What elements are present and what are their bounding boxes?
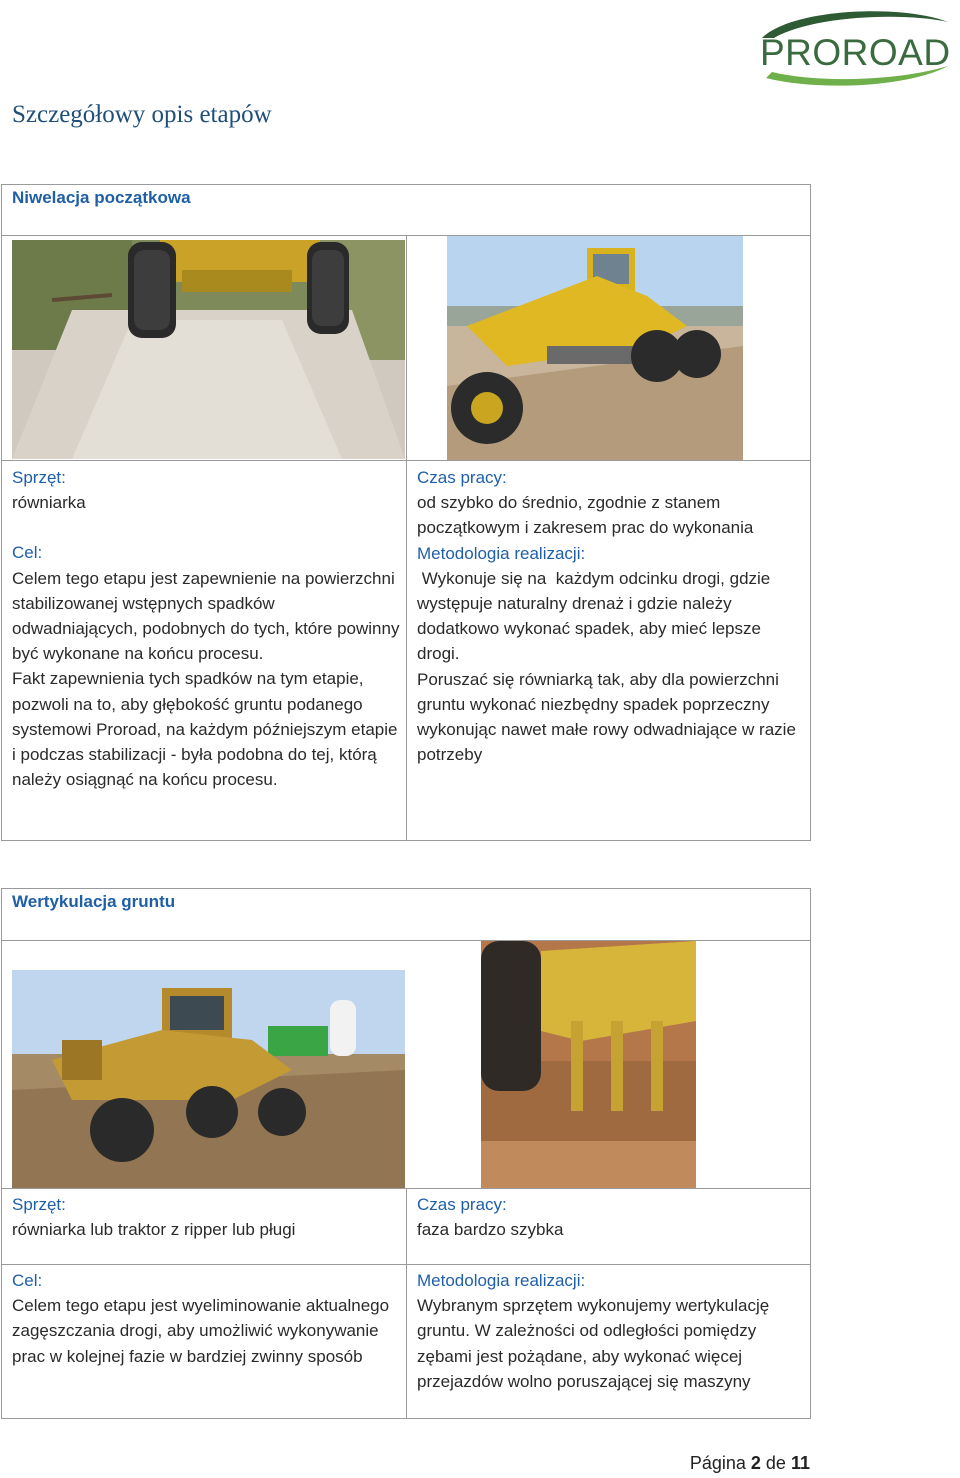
- cat-grader-photo: [12, 970, 405, 1188]
- niwelacja-left-text: [12, 465, 400, 792]
- section-niwelacja: [1, 184, 811, 841]
- goal-text: Celem tego etapu jest wyeliminowanie aktualnego zagęszczania drogi, aby umożliwić wykonywanie prac w kolejnej fazie w bardziej zwinny sposób: [12, 1296, 390, 1366]
- footer-middle: de: [765, 1453, 786, 1473]
- equipment-value: równiarka: [12, 493, 86, 513]
- section-title: Niwelacja początkowa: [12, 188, 191, 207]
- page-footer: [690, 1453, 810, 1474]
- section-title: Wertykulacja gruntu: [12, 892, 176, 911]
- method-text: Poruszać się równiarką tak, aby dla powierzchni gruntu wykonać niezbędny spadek poprzeczny wykonując nawet małe rowy odwadniające w razie potrzeby: [417, 669, 796, 765]
- footer-total-pages: 11: [790, 1453, 810, 1473]
- work-time-value: od szybko do średnio, zgodnie z stanem początkowym i zakresem prac do wykonania: [417, 493, 754, 538]
- wertykulacja-left-goal: [12, 1268, 400, 1369]
- divider: [406, 1188, 407, 1419]
- wertykulacja-right-text: [417, 1192, 801, 1242]
- ripper-teeth-photo: [481, 941, 696, 1188]
- equipment-label: Sprzęt:: [12, 468, 66, 487]
- footer-prefix: Página: [689, 1453, 746, 1473]
- equipment-label: Sprzęt:: [12, 1195, 66, 1214]
- yellow-grader-photo: [447, 236, 743, 460]
- goal-text: Celem tego etapu jest zapewnienie na powierzchni stabilizowanej wstępnych spadków odwadniających, podobnych do tych, które powinny być wykonane na końcu procesu.: [12, 568, 400, 664]
- method-text: Wybranym sprzętem wykonujemy wertykulację gruntu. W zależności od odległości pomiędzy zębami jest pożądane, aby wykonać więcej przejazdów wolno poruszającej się maszyny: [417, 1296, 770, 1391]
- method-label: Metodologia realizacji:: [417, 543, 586, 563]
- work-time-label: Czas pracy:: [417, 468, 507, 487]
- grader-road-photo: [12, 240, 405, 459]
- footer-page-number: 2: [750, 1453, 761, 1473]
- wertykulacja-left-text: [12, 1192, 400, 1242]
- section-wertykulacja: [1, 888, 811, 1419]
- wertykulacja-right-method: [417, 1268, 801, 1394]
- page-title: Szczegółowy opis etapów: [12, 101, 272, 128]
- equipment-value: równiarka lub traktor z ripper lub pługi: [12, 1220, 296, 1240]
- method-text: Wykonuje się na każdym odcinku drogi, gdzie występuje naturalny drenaż i gdzie należy dodatkowo wykonać spadek, aby mieć lepsze drogi.: [417, 568, 775, 664]
- logo-text: PROROAD: [760, 32, 951, 73]
- method-label: Metodologia realizacji:: [417, 1271, 586, 1290]
- goal-label: Cel:: [12, 543, 43, 563]
- niwelacja-right-text: [417, 465, 801, 767]
- work-time-label: Czas pracy:: [417, 1195, 507, 1214]
- work-time-value: faza bardzo szybka: [417, 1220, 564, 1240]
- proroad-logo: [752, 8, 952, 90]
- goal-text: Fakt zapewnienia tych spadków na tym etapie, pozwoli na to, aby głębokość gruntu podanego systemowi Proroad, na każdym późniejszym etapie i podczas stabilizacji - była podobna do tej, którą należy osiągnąć na końcu procesu.: [12, 669, 398, 790]
- goal-label: Cel:: [12, 1271, 43, 1290]
- divider: [406, 235, 407, 841]
